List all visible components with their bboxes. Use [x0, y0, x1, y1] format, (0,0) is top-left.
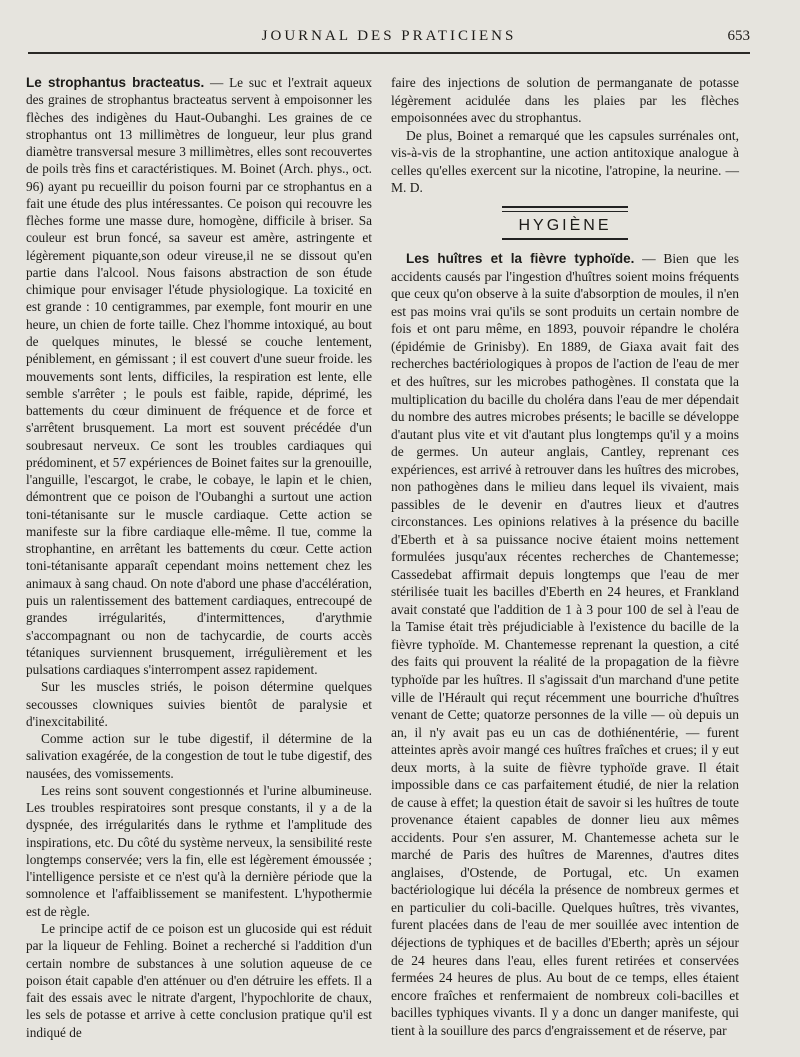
oysters-article-title: Les huîtres et la fièvre typhoïde. [406, 251, 635, 267]
strophantus-paragraph-4: Les reins sont souvent congestionnés et l'urine albumineuse. Les troubles respiratoires sont presque constants, il y a de la dyspnée, des irrégularités dans le rythme et l'amplitude des inspirations, etc. Du côté du système nerveux, la sensibilité reste longtemps conservée; vers la fin, elle est légèrement émoussée ; l'intelligence persiste et ce n'est qu'à la dernière période que la somnolence et l'affaiblissement se manifestent. L'hypothermie est de règle. [26, 782, 372, 919]
strophantus-continuation: faire des injections de solution de permanganate de potasse légèrement acidulée dans les plaies par les flèches empoisonnées avec du strophantus. [391, 75, 739, 126]
page-number: 653 [727, 28, 750, 44]
right-column [391, 74, 739, 1039]
strophantus-conclusion: De plus, Boinet a remarqué que les capsules surrénales ont, vis-à-vis de la strophantine, une action antitoxique analogue à celles qu'elles exercent sur la nicotine, l'atropine, la neurine. — M. D. [391, 127, 739, 196]
strophantus-paragraph-3: Comme action sur le tube digestif, il détermine de la salivation exagérée, de la congestion de tout le tube digestif, des nausées, des vomissements. [26, 731, 372, 781]
strophantus-paragraph-2: Sur les muscles striés, le poison détermine quelques secousses clowniques suivies bientôt de paralysie et d'inexcitabilité. [26, 679, 372, 729]
section-title-hygiene: HYGIÈNE [518, 216, 612, 234]
page-header [28, 22, 750, 54]
running-title: JOURNAL DES PRATICIENS [261, 28, 517, 44]
strophantus-paragraph-5: Le principe actif de ce poison est un glucoside qui est réduit par la liqueur de Fehling. Boinet a recherché si l'addition d'un certain nombre de substances à une solution aqueuse de ce poison était capable d'en atténuer ou d'en détruire les effets. Il a fait des essais avec le nitrate d'argent, l'hypochlorite de chaux, les sels de potasse et arrive à cette conclusion pratique qu'il est indiqué de [26, 921, 372, 1040]
section-divider-bottom [502, 238, 628, 240]
left-column [26, 74, 372, 1041]
section-divider-top [502, 206, 628, 212]
oysters-article [391, 250, 739, 1039]
strophantus-paragraph-1 [26, 74, 372, 678]
strophantus-article-title: Le strophantus bracteatus. [26, 75, 205, 90]
strophantus-paragraph-1-text: — Le suc et l'extrait aqueux des graines de strophantus bracteatus servent à empoisonner les flèches des indigènes du Haut-Oubanghi. Les graines de ce strophantus ont 13 millimètres de longueur, leur plus grand diamètre transversal mesure 3 millimètres, elles sont recouvertes de poils très fins et caractéristiques. M. Boinet (Arch. phys., oct. 96) ayant pu recueillir du poison fourni par ce strophantus en a fait une étude des plus intéressantes. Ce poison qui recouvre les flèches forme une masse dure, homogène, difficile à briser. Sa couleur est brun foncé, sa saveur est amère, astringente et légèrement piquante,son odeur vireuse,il ne se dissout qu'en partie dans l'alcool. Nous faisons abstraction de son étude chimique pour envisager l'étude physiologique. La toxicité en est grande : 10 centigrammes, par exemple, font mourir en une heure, un chien de forte taille. Chez l'homme intoxiqué, au bout de quelques minutes, le blessé se couche lentement, péniblement, en gémissant ; il est couvert d'une sueur froide. les mouvements sont lents, difficiles, la respiration est lente, elle semble s'arrêter ; le pouls est faible, rapide, déprimé, les battements du cœur diminuent de fréquence et de force et s'arrêtent brusquement. La mort est souvent précédée d'un soubresaut nerveux. Ce sont les troubles cardiaques qui prédominent, et 57 expériences de Boinet faites sur la grenouille, l'anguille, l'escargot, le crabe, le cobaye, le lapin et le chien, démontrent que ce poison de l'Oubanghi a surtout une action toni-tétanisante sur le muscle cardiaque. Cette action se manifeste sur la fibre cardiaque elle-même. Il tue, comme la strophantine, en arrêtant les battements du cœur. Cette action toni-tétanisante apparaît cependant moins nettement chez les animaux à sang chaud. On note d'abord une phase d'accélération, puis un ralentissement des battement cardiaques, entrecoupé de grandes irrégularités, d'intermittences, d'arythmie s'accompagnant ou non de tachycardie, de courts accès tétaniques surviennent brusquement, irrégulièrement et les pulsations cardiaques s'interrompent assez rapidement. [26, 75, 372, 678]
oysters-article-text: — Bien que les accidents causés par l'ingestion d'huîtres soient moins fréquents que ceux qu'on observe à la suite d'absorption de moules, il n'en est pas moins vrai qu'ils se sont produits un certain nombre de fois et ont paru même, en 1893, pouvoir répandre le choléra (épidémie de Grinisby). En 1889, de Giaxa avait fait des recherches bactériologiques à propos de l'action de l'eau de mer et des huîtres, sur les microbes pathogènes. Il constata que la multiplication du bacille du choléra dans l'eau de mer dépendait du nombre des autres microbes présents; le bacille se développe d'autant plus vite et vit d'autant plus longtemps qu'il y a moins de germes. Un auteur anglais, Cantley, reprenant ces expériences, est arrivé à retrouver dans les huîtres des microbes, non pathogènes dans le milieu dans lequel ils vivaient, mais passibles de le devenir en d'autres lieux et d'autres circonstances. Les opinions relatives à la présence du bacille d'Eberth et à sa puissance nocive étaient moins nettement formulées jusqu'aux récentes recherches de Chantemesse; Cassedebat affirmait depuis longtemps que l'eau de mer stérilisée tuait les bacilles d'Eberth en 24 heures, et Frankland avait constaté que l'addition de 1 à 3 pour 100 de sel à l'eau de la Tamise était très préjudiciable à l'existence du bacille de la fièvre typhoïde. M. Chantemesse reprenant la question, a cité des faits qui prouvent la réalité de la propagation de la fièvre typhoïde par les huîtres. Il s'agissait d'un marchand d'une petite ville de l'Hérault qui reçut récemment une bourriche d'huîtres venant de Cette; quatorze personnes de la ville — où depuis un an, il n'y avait pas eu un cas de dothiénentérie, — furent atteintes après avoir mangé ces huîtres fraîches et crues; il y eut deux morts, à la suite de fièvre typhoïde grave. Il était impossible dans ce cas parfaitement étudié, de nier la relation de cause à effet; la question était de savoir si les huîtres de toute provenance étaient capables de donner lieu aux mêmes accidents. Pour s'en assurer, M. Chantemesse acheta sur le marché de Paris des huîtres de Marennes, d'autres dites anglaises, d'Ostende, de Portugal, etc. Un examen bactériologique lui décéla la présence de nombreux germes et en particulier du coli-bacille. Quelques huîtres, très vivantes, furent placées dans de l'eau de mer souillée avec intention de déjections de typhiques et de bacilles d'Eberth; après un séjour de 24 heures dans l'eau, elles furent retirées et conservées fermées 24 heures de plus. Au bout de ce temps, elles étaient encore fraîches et renfermaient de nombreux coli-bacilles et bacilles typhiques vivants. Il y a donc un danger manifeste, qui tient à la souillure des parcs d'engraissement et de réserve, par [391, 251, 739, 1038]
